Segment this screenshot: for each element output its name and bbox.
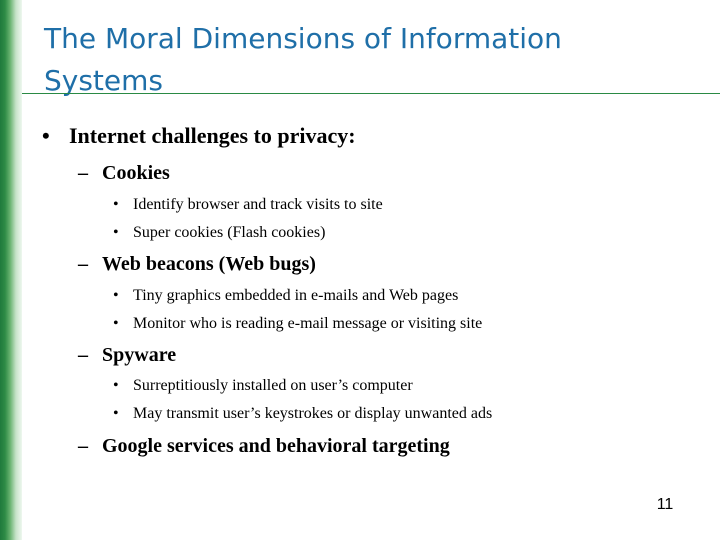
dash-icon: – xyxy=(78,344,88,366)
topic-label: Spyware xyxy=(102,344,177,366)
detail-text: Super cookies (Flash cookies) xyxy=(133,224,326,241)
detail-text: Tiny graphics embedded in e-mails and Web pages xyxy=(133,287,459,304)
detail-text: Surreptitiously installed on user’s computer xyxy=(133,377,413,394)
detail-text: Identify browser and track visits to site xyxy=(133,196,383,213)
topic-label: Cookies xyxy=(102,162,170,184)
dash-icon: – xyxy=(78,253,88,275)
bullet-icon: • xyxy=(113,224,119,241)
slide-title: The Moral Dimensions of Information Systems xyxy=(44,22,562,97)
dash-icon: – xyxy=(78,435,88,457)
bullet-icon: • xyxy=(42,123,50,148)
detail-text: Monitor who is reading e-mail message or visiting site xyxy=(133,315,483,332)
topic-label: Web beacons (Web bugs) xyxy=(102,253,316,275)
bullet-icon: • xyxy=(113,377,119,394)
topic-label: Google services and behavioral targeting xyxy=(102,435,450,457)
bullet-icon: • xyxy=(113,196,119,213)
bullet-icon: • xyxy=(113,287,119,304)
bullet-icon: • xyxy=(113,315,119,332)
page-number: 11 xyxy=(656,496,674,513)
dash-icon: – xyxy=(78,162,88,184)
bullet-icon: • xyxy=(113,405,119,422)
detail-text: May transmit user’s keystrokes or display unwanted ads xyxy=(133,405,493,422)
main-point-text: Internet challenges to privacy: xyxy=(69,123,356,148)
